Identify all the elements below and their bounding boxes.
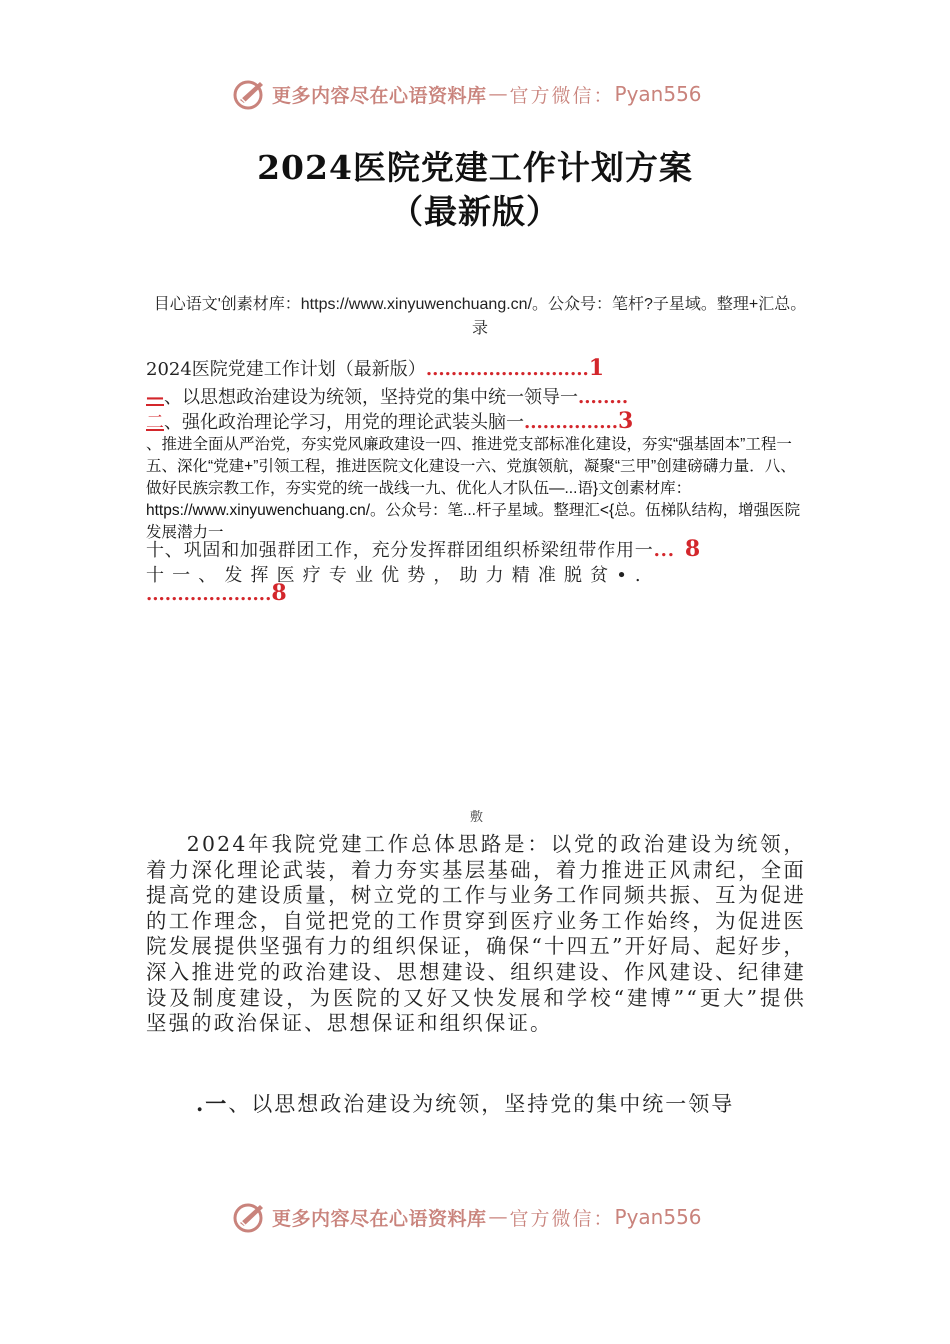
toc-item	[146, 408, 806, 434]
toc-item-text: 十、巩固和加强群团工作，充分发挥群团组织桥梁纽带作用一	[146, 540, 654, 561]
toc-item-text: 2024医院党建工作计划（最新版）	[146, 359, 426, 380]
toc-leader: ........	[578, 387, 629, 408]
watermark-dash: —	[488, 1206, 508, 1228]
pen-logo-icon	[232, 76, 268, 112]
toc-marker: —	[146, 387, 164, 408]
watermark-wechat-id: Pyan556	[614, 82, 702, 106]
toc-item-text: 、强化政治理论学习，用党的理论武装头脑一	[164, 412, 524, 433]
watermark-brand: 更多内容尽在心语资料库	[272, 1207, 487, 1230]
toc-item	[146, 383, 806, 409]
toc-item	[146, 355, 806, 381]
watermark-label: 官方微信：	[509, 1207, 615, 1230]
section-heading-text: 、以思想政治建设为统领，坚持党的集中统一领导	[228, 1092, 735, 1116]
toc-leader: ..........................	[425, 359, 589, 380]
stray-character: 敷	[470, 810, 484, 825]
document-subtitle: （最新版）	[390, 192, 560, 231]
body-paragraph: 2024年我院党建工作总体思路是：以党的政治建设为统领，着力深化理论武装，着力夯实基层基础，着力推进正风肃纪，全面提高党的建设质量，树立党的工作与业务工作同频共振、互为促进的工作理念，自觉把党的工作贯穿到医疗业务工作始终，为促进医院发展提供坚强有力的组织保证，确保“十四五”开好局、起好步，深入推进党的政治建设、思想建设、组织建设、作风建设、纪律建设及制度建设，为医院的又好又快发展和学校“建博”“更大”提供坚强的政治保证、思想保证和组织保证。	[146, 832, 806, 1036]
toc-item-text: 十 一 、 发 挥 医 疗 专 业 优 势 ， 助 力 精 准 脱 贫 • .	[146, 565, 642, 586]
toc-marker: 二	[146, 412, 164, 433]
toc-leader: ...............	[524, 412, 618, 433]
toc-page-number: 3	[618, 408, 634, 434]
document-title: 2024医院党建工作计划方案	[257, 148, 693, 187]
toc-item	[146, 536, 806, 562]
toc-item-continuation	[146, 580, 806, 606]
watermark-wechat-id: Pyan556	[614, 1205, 702, 1229]
section-heading	[196, 1088, 734, 1118]
watermark-top	[232, 74, 702, 114]
toc-leader: ...	[653, 540, 675, 561]
toc-page-number: 1	[588, 355, 605, 381]
watermark-dash: —	[488, 83, 508, 105]
watermark-brand: 更多内容尽在心语资料库	[272, 84, 487, 107]
section-heading-number: .一	[196, 1091, 229, 1116]
toc-merged-block: 、推进全面从严治党，夯实党风廉政建设一四、推进党支部标准化建设，夯实“强基固本”工程一五、深化“党建+”引领工程，推进医院文化建设一六、党旗领航，凝聚“三甲”创建磅礴力量．八、做好民族宗教工作，夯实党的统一战线一九、优化人才队伍—...语}文创素材库：https://www.xinyuwenchuang.cn/。公众号：笔...杆子星域。整理汇<{总。伍梯队结构，增强医院发展潜力一	[146, 436, 801, 541]
source-line: 目心语文'创素材库：https://www.xinyuwenchuang.cn/。公众号：笔杆?子星域。整理+汇总。录	[153, 296, 807, 337]
toc-leader: ....................	[146, 584, 272, 605]
toc-page-number: 8	[684, 536, 701, 562]
watermark-bottom	[232, 1197, 702, 1237]
toc-page-number: 8	[271, 580, 287, 606]
watermark-label: 官方微信：	[509, 84, 615, 107]
toc-item-text: 、以思想政治建设为统领，坚持党的集中统一领导一	[164, 387, 578, 408]
pen-logo-icon	[232, 1199, 268, 1235]
